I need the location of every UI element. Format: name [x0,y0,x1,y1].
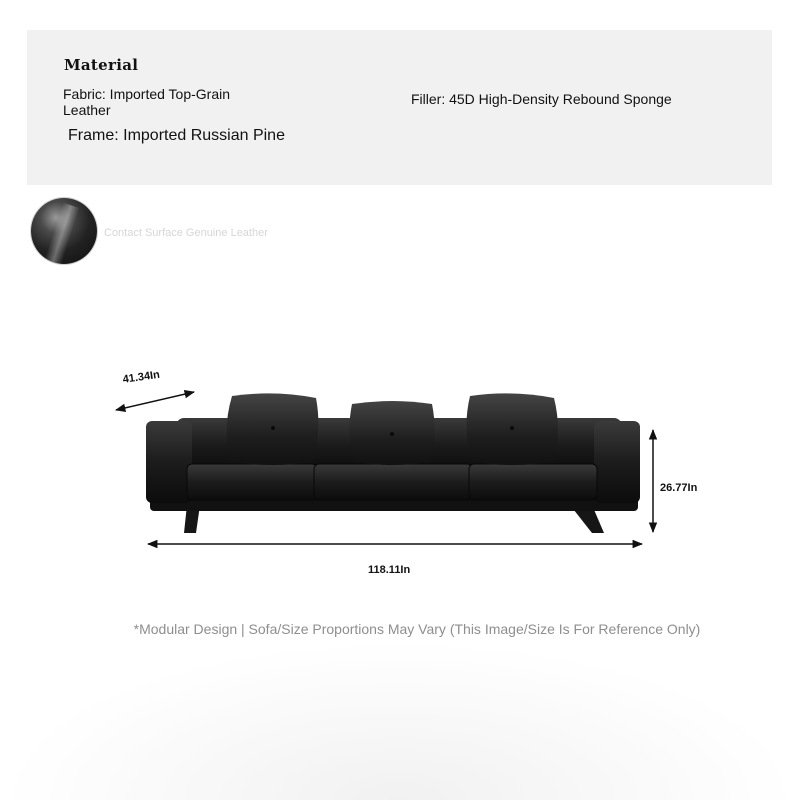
tuft [390,432,394,436]
depth-arrow [116,392,194,410]
material-heading: Material [64,56,139,74]
sofa-arm-left [146,421,192,503]
sofa-illustration [146,393,640,533]
filler-spec: Filler: 45D High-Density Rebound Sponge [411,91,672,107]
sofa-arm-right [594,421,640,503]
reference-note: *Modular Design | Sofa/Size Proportions May Vary (This Image/Size Is For Reference Only) [133,621,701,637]
tuft [271,426,275,430]
height-label: 26.77In [660,482,698,494]
fabric-spec: Fabric: Imported Top-Grain Leather [63,86,231,118]
width-label: 118.11In [368,564,411,576]
tuft [510,426,514,430]
seat-cushion-middle [314,464,472,500]
swatch-label: Contact Surface Genuine Leather [104,227,268,239]
frame-spec: Frame: Imported Russian Pine [68,127,285,144]
seat-cushion-right [469,464,597,500]
depth-label: 41.34In [122,368,161,386]
seat-cushion-left [187,464,317,500]
